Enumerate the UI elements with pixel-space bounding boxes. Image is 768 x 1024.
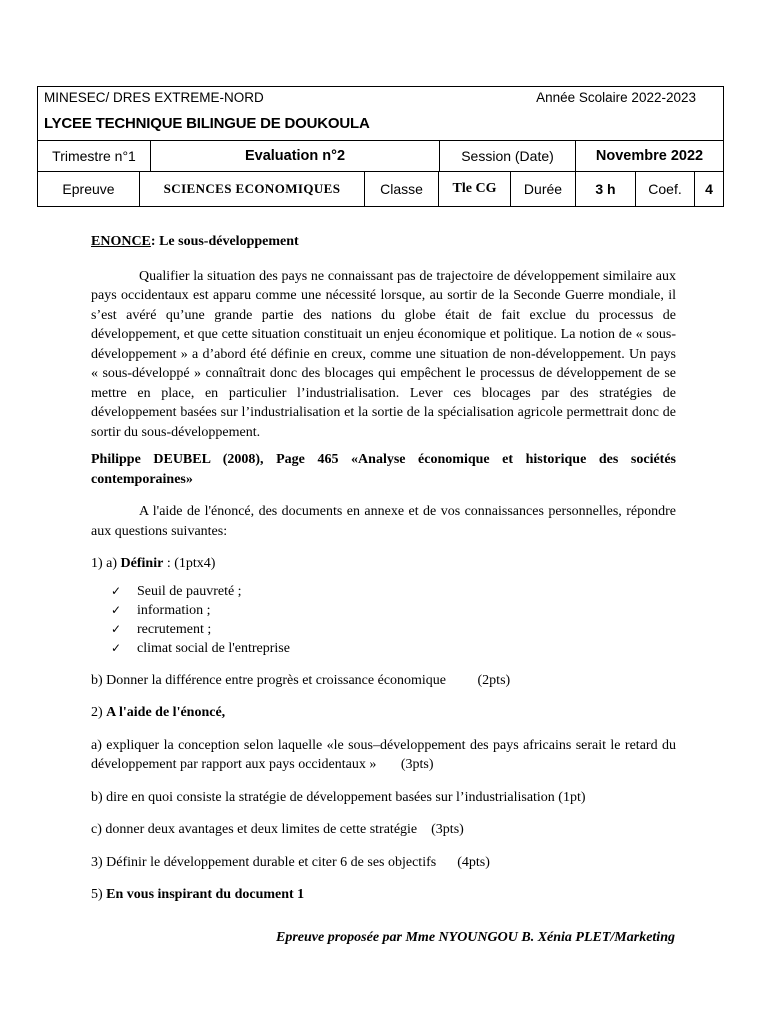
q1a-points: : (1ptx4): [163, 556, 216, 571]
checkmark-icon: ✓: [111, 583, 122, 598]
coef-value-cell: 4: [694, 172, 723, 206]
list-item: [111, 582, 676, 601]
question-2c: c) donner deux avantages et deux limites de cette stratégie (3pts): [91, 822, 464, 837]
instruction-text: A l'aide de l'énoncé, des documents en annexe et de vos connaissances personnelles, répondre aux questions suivantes:: [91, 504, 676, 539]
trimestre-cell: Trimestre n°1: [52, 148, 136, 164]
ministry-label: MINESEC/ DRES EXTREME-NORD: [44, 90, 264, 105]
question-3: 3) Définir le développement durable et citer 6 de ses objectifs (4pts): [91, 854, 490, 870]
enonce-label: ENONCE: [91, 234, 151, 249]
list-item-text: recrutement ;: [137, 621, 212, 637]
checkmark-icon: ✓: [111, 602, 122, 617]
exam-body: [91, 232, 680, 905]
session-label-cell: Session (Date): [439, 141, 575, 171]
exam-header-table: [37, 86, 724, 207]
q5-bold: En vous inspirant du document 1: [106, 887, 305, 902]
q1a-bold: Définir: [120, 556, 164, 571]
list-item-text: climat social de l'entreprise: [137, 640, 290, 656]
classe-value-cell: Tle CG: [438, 172, 510, 206]
list-item: [111, 601, 676, 620]
classe-label-cell: Classe: [364, 172, 438, 206]
header-top-row: [38, 87, 723, 140]
question-2: [91, 703, 676, 723]
question-2b: b) dire en quoi consiste la stratégie de développement basées sur l’industrialisation (1pt): [91, 789, 586, 805]
q1a-prefix: 1) a): [91, 556, 121, 571]
school-year: Année Scolaire 2022-2023: [536, 90, 696, 105]
list-item: [111, 639, 676, 658]
question-5: [91, 885, 676, 905]
epreuve-label-cell: Epreuve: [62, 181, 115, 197]
duree-value-cell: 3 h: [575, 172, 635, 206]
school-name: LYCEE TECHNIQUE BILINGUE DE DOUKOULA: [44, 115, 370, 132]
checkmark-icon: ✓: [111, 621, 122, 636]
checkmark-icon: ✓: [111, 640, 122, 655]
enonce-heading: [91, 232, 676, 252]
list-item-text: Seuil de pauvreté ;: [137, 583, 242, 599]
list-item: [111, 620, 676, 639]
duree-label-cell: Durée: [510, 172, 575, 206]
q2-bold: A l'aide de l'énoncé,: [106, 705, 226, 720]
question-2a: a) expliquer la conception selon laquelle «le sous–développement des pays africains serait le retard du développement par rapport aux pays occidentaux » (3pts): [91, 737, 680, 772]
q5-prefix: 5): [91, 887, 107, 902]
list-item-text: information ;: [137, 602, 211, 618]
enonce-citation: Philippe DEUBEL (2008), Page 465 «Analyse économique et historique des sociétés contemporaines»: [91, 452, 676, 487]
subject-cell: SCIENCES ECONOMIQUES: [139, 172, 364, 206]
definition-list: [91, 582, 676, 658]
header-row-epreuve: [38, 171, 723, 206]
coef-label-cell: Coef.: [635, 172, 694, 206]
header-row-evaluation: [38, 140, 723, 171]
question-1b: b) Donner la différence entre progrès et croissance économique (2pts): [91, 672, 511, 688]
author-signature: Epreuve proposée par Mme NYOUNGOU B. Xénia PLET/Marketing: [276, 930, 675, 945]
enonce-title: : Le sous-développement: [150, 234, 299, 249]
question-1a: [91, 554, 676, 574]
session-date-cell: Novembre 2022: [575, 141, 723, 171]
enonce-text: Qualifier la situation des pays ne connaissant pas de trajectoire de développement similaire aux pays occidentaux est apparu comme une nécessité lorsque, au sortir de la Seconde Guerre mondiale, il s’est avéré qu’une grande partie des nations du globe était de fait exclue du processus de développement, et que cette situation constituait un enjeu économique et politique. La notion de « sous-développement » a d’abord été définie en creux, comme une situation de non-développement. Un pays « sous-développé » connaîtrait donc des blocages qui empêchent le processus de développement de se mettre en place, en particulier l’industrialisation. Lever ces blocages par des stratégies de développement basées sur l’industrialisation et la sortie de la spécialisation agricole permettrait donc de sortir du sous-développement.: [91, 268, 676, 440]
evaluation-cell: Evaluation n°2: [150, 141, 439, 171]
q2-prefix: 2): [91, 705, 107, 720]
